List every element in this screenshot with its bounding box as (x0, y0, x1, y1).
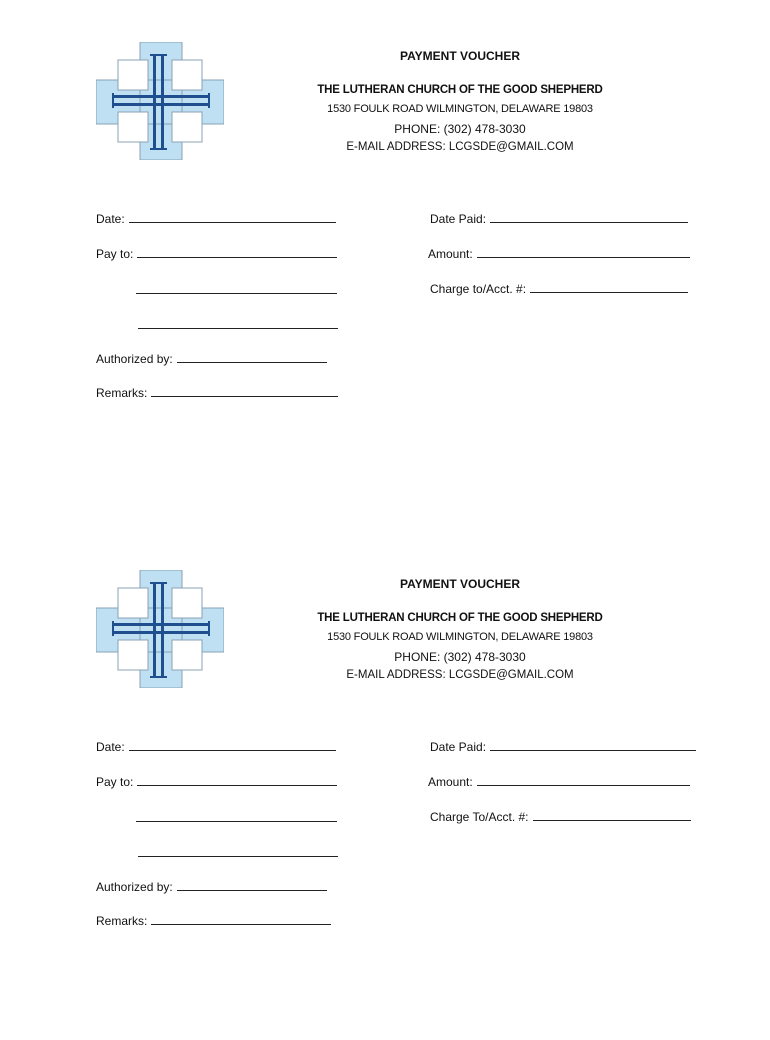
amount-field (428, 246, 690, 261)
remarks-field (96, 913, 331, 928)
authorized-by-blank[interactable] (177, 351, 327, 363)
amount-label: Amount: (428, 247, 473, 261)
pay-to-line-2[interactable] (136, 821, 337, 822)
authorized-by-label: Authorized by: (96, 880, 173, 894)
date-paid-field (430, 739, 696, 754)
date-blank[interactable] (129, 211, 336, 223)
church-phone: PHONE: (302) 478-3030 (394, 650, 526, 664)
amount-label: Amount: (428, 775, 473, 789)
date-paid-field (430, 211, 688, 226)
pay-to-field (96, 774, 337, 789)
charge-to-blank[interactable] (530, 281, 688, 293)
remarks-label: Remarks: (96, 914, 148, 928)
charge-to-label: Charge to/Acct. #: (430, 282, 527, 296)
pay-to-label: Pay to: (96, 247, 134, 261)
amount-field (428, 774, 690, 789)
authorized-by-field (96, 351, 327, 366)
voucher-title: PAYMENT VOUCHER (399, 49, 521, 63)
date-field (96, 211, 336, 226)
voucher-title: PAYMENT VOUCHER (399, 577, 521, 591)
date-blank[interactable] (129, 739, 336, 751)
remarks-label: Remarks: (96, 386, 148, 400)
date-paid-blank[interactable] (490, 211, 688, 223)
church-email: E-MAIL ADDRESS: LCGSDE@GMAIL.COM (346, 669, 574, 681)
church-cross-logo-icon (96, 570, 224, 688)
charge-to-label: Charge To/Acct. #: (430, 810, 529, 824)
authorized-by-blank[interactable] (177, 879, 327, 891)
date-paid-blank[interactable] (490, 739, 696, 751)
authorized-by-label: Authorized by: (96, 352, 173, 366)
church-address: 1530 FOULK ROAD WILMINGTON, DELAWARE 19803 (327, 631, 593, 643)
payment-voucher-2 (0, 528, 770, 1040)
charge-to-field (430, 281, 688, 296)
pay-to-label: Pay to: (96, 775, 134, 789)
church-cross-logo-icon (96, 42, 224, 160)
church-phone: PHONE: (302) 478-3030 (394, 122, 526, 136)
remarks-field (96, 385, 338, 400)
date-field (96, 739, 336, 754)
pay-to-blank[interactable] (137, 246, 337, 258)
charge-to-blank[interactable] (533, 809, 691, 821)
pay-to-field (96, 246, 337, 261)
church-name: THE LUTHERAN CHURCH OF THE GOOD SHEPHERD (317, 612, 603, 624)
date-label: Date: (96, 212, 125, 226)
pay-to-blank[interactable] (137, 774, 337, 786)
date-paid-label: Date Paid: (430, 740, 487, 754)
church-email: E-MAIL ADDRESS: LCGSDE@GMAIL.COM (346, 141, 574, 153)
pay-to-line-3[interactable] (138, 328, 338, 329)
amount-blank[interactable] (477, 774, 690, 786)
pay-to-line-2[interactable] (136, 293, 337, 294)
church-address: 1530 FOULK ROAD WILMINGTON, DELAWARE 19803 (327, 103, 593, 115)
date-paid-label: Date Paid: (430, 212, 487, 226)
pay-to-line-3[interactable] (138, 856, 338, 857)
remarks-blank[interactable] (151, 385, 338, 397)
church-name: THE LUTHERAN CHURCH OF THE GOOD SHEPHERD (317, 84, 603, 96)
remarks-blank[interactable] (151, 913, 331, 925)
charge-to-field (430, 809, 691, 824)
payment-voucher-1 (0, 0, 770, 512)
date-label: Date: (96, 740, 125, 754)
authorized-by-field (96, 879, 327, 894)
amount-blank[interactable] (477, 246, 690, 258)
